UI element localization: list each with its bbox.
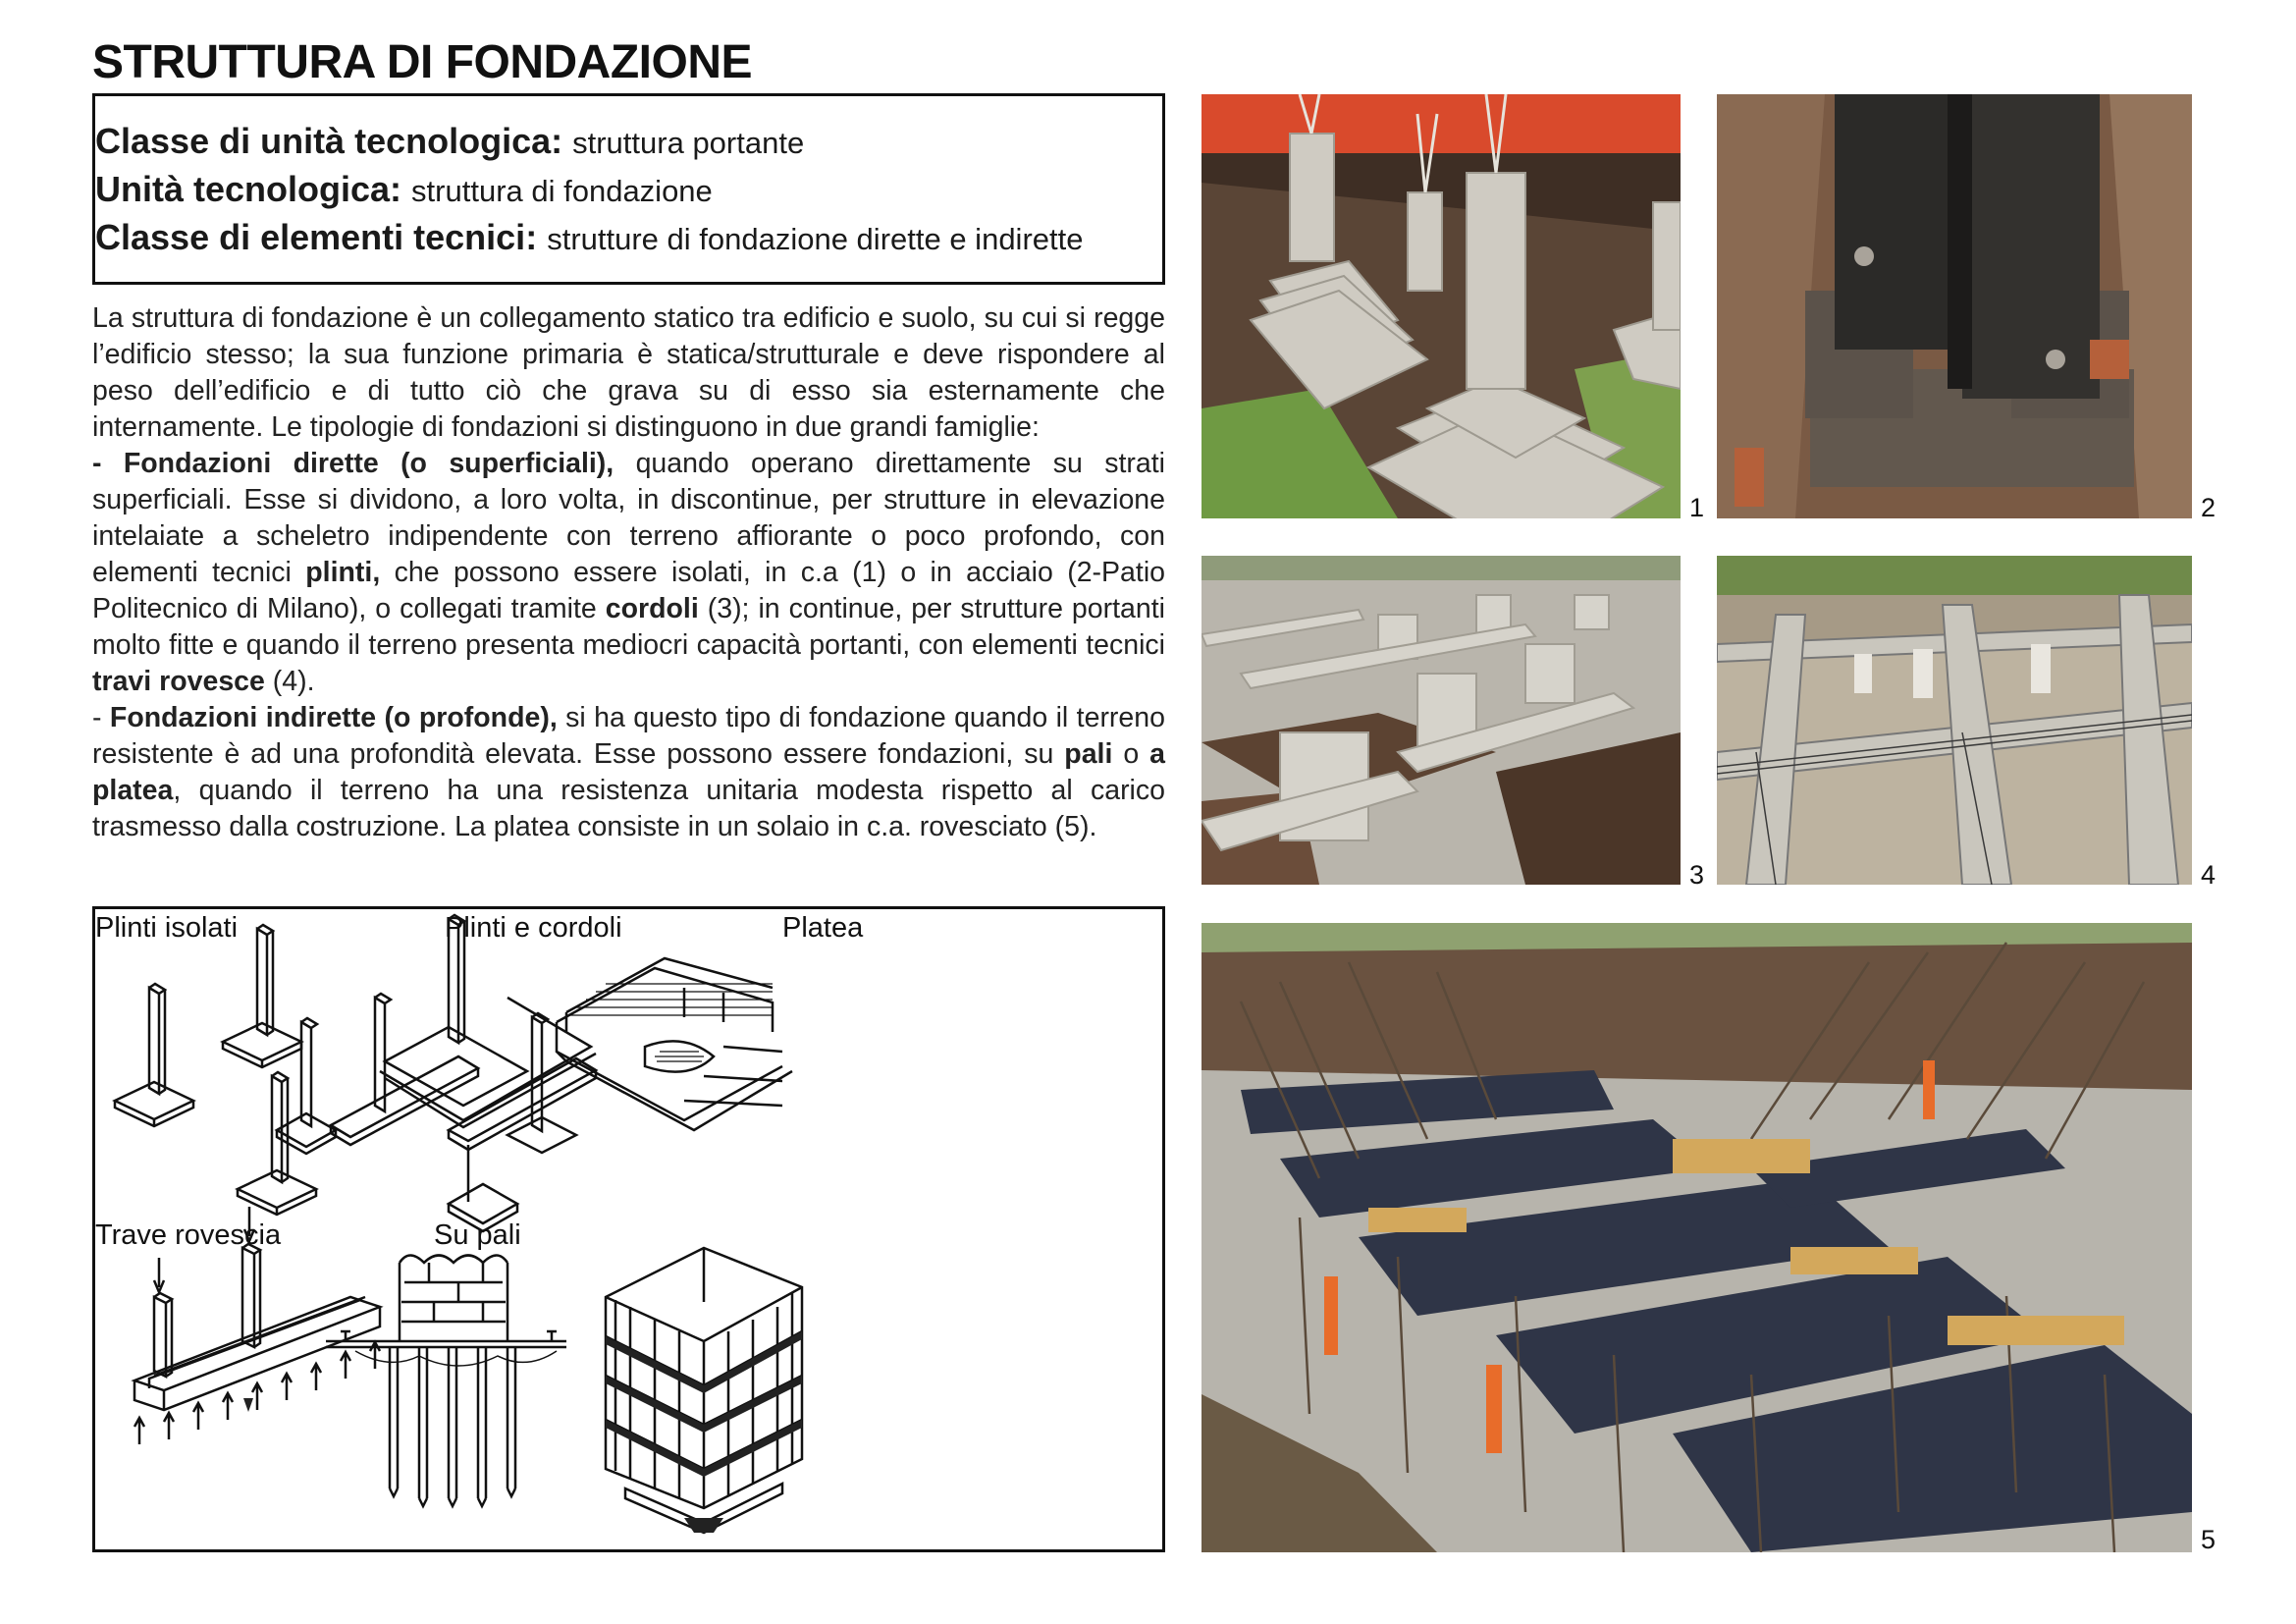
class-label: Classe di unità tecnologica: [95, 121, 563, 161]
plinti-term: plinti, [305, 557, 381, 588]
page-title: STRUTTURA DI FONDAZIONE [92, 36, 753, 88]
label-su-pali: Su pali [434, 1219, 521, 1251]
plinti-cordoli-drawing [277, 915, 596, 1231]
dirette-text-a: quando operano direttamente su strati superficiali. Esse si dividono, a loro volta, in discontinue, per strutture in elevazione intelaiate a scheletro indipendente con terreno affiorante o poco profondo, con elementi tecnici [92, 448, 1165, 588]
photo-4-travi-rovesce [1717, 556, 2192, 885]
elements-value: strutture di fondazione dirette e indirette [547, 222, 1084, 256]
classification-class-line [95, 118, 1162, 166]
body-paragraph-dirette [92, 446, 1165, 700]
dirette-text-d: (4). [264, 666, 315, 697]
photo-2-plinto-acciaio [1717, 94, 2192, 518]
cordoli-term: cordoli [605, 593, 699, 624]
classification-box [92, 93, 1165, 285]
platea-term: a platea [92, 738, 1165, 806]
su-pali-drawing [326, 1256, 566, 1507]
label-trave-rovescia: Trave rovescia [95, 1219, 282, 1251]
body-paragraph-indirette [92, 700, 1165, 845]
unit-value: struttura di fondazione [411, 174, 713, 208]
photo-number-5: 5 [2201, 1525, 2216, 1554]
unit-label: Unità tecnologica: [95, 169, 402, 209]
classification-elements-line [95, 214, 1162, 262]
indirette-text-a: si ha questo tipo di fondazione quando il terreno resistente è ad una profondità elevata. Esse possono essere fondazioni, su [92, 702, 1165, 770]
indirette-text-c: , quando il terreno ha una resistenza unitaria modesta rispetto al carico trasmesso dalla costruzione. La platea consiste in un solaio in c.a. rovesciato (5). [92, 775, 1165, 842]
dirette-text-c: (3); in continue, per strutture portanti molto fitte e quando il terreno presenta mediocri capacità portanti, con elementi tecnici [92, 593, 1165, 661]
body-paragraph-intro: La struttura di fondazione è un collegamento statico tra edificio e suolo, su cui si regge l’edificio stesso; la sua funzione primaria è statica/strutturale e deve rispondere al peso dell’edificio e di tutto ciò che grava su di esso sia esternamente che internamente. Le tipologie di fondazioni si distinguono in due grandi famiglie: [92, 302, 1165, 443]
pali-term: pali [1064, 738, 1113, 770]
dirette-text-b: che possono essere isolati, in c.a (1) o in acciaio (2-Patio Politecnico di Milano), o collegati tramite [92, 557, 1165, 624]
travi-term: travi rovesce [92, 666, 265, 697]
photo-5-platea [1201, 923, 2192, 1552]
dirette-heading: Fondazioni dirette (o superficiali), [123, 448, 614, 479]
indirette-heading: Fondazioni indirette (o profonde), [109, 702, 558, 733]
photo-number-3: 3 [1689, 860, 1705, 890]
body-text [92, 300, 1165, 845]
diagram-box [92, 906, 1165, 1552]
photo-1-plinti-ca [1201, 94, 1681, 518]
class-value: struttura portante [572, 126, 805, 160]
photo-3-plinti-cordoli [1201, 556, 1681, 885]
classification-unit-line [95, 166, 1162, 214]
elements-label: Classe di elementi tecnici: [95, 217, 538, 257]
photo-number-4: 4 [2201, 860, 2216, 890]
label-plinti-isolati: Plinti isolati [95, 912, 239, 944]
photo-number-1: 1 [1689, 493, 1705, 522]
label-plinti-cordoli: Plinti e cordoli [445, 912, 622, 944]
indirette-text-b: o [1112, 738, 1150, 770]
dirette-prefix: - [92, 448, 124, 479]
plinti-isolati-drawing [115, 925, 316, 1215]
indirette-prefix: - [92, 702, 110, 733]
photo-number-2: 2 [2201, 493, 2216, 522]
label-platea: Platea [782, 912, 864, 944]
